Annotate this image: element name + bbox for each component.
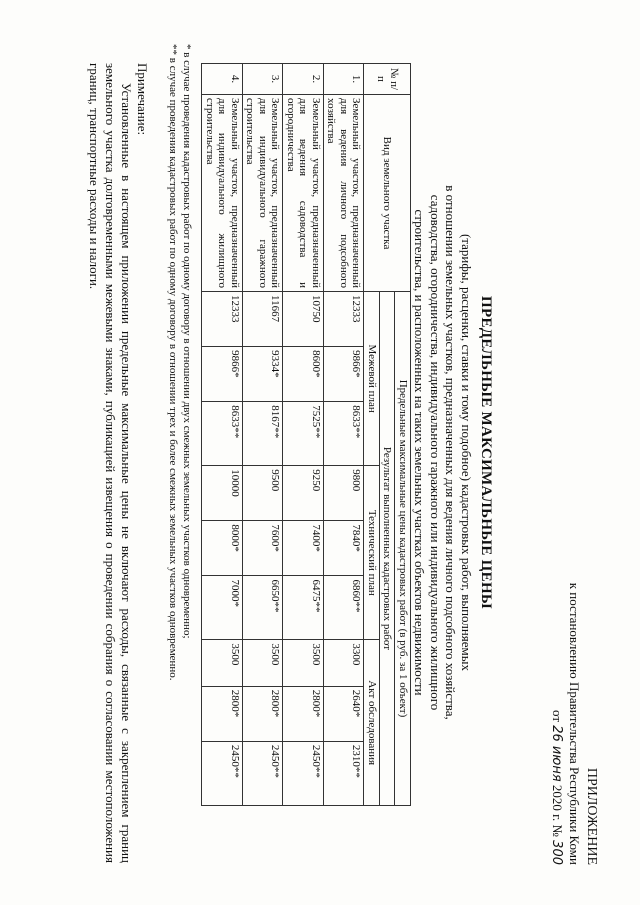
remark-heading: Примечание:: [135, 63, 150, 136]
price-cell: 2310**: [324, 741, 365, 805]
price-cell: 9250: [283, 466, 324, 521]
row-land-kind: Земельный участок, предназначенный для индивидуального жилищного строительства: [202, 95, 243, 292]
header-inspection-act: Акт обследования: [364, 640, 380, 806]
price-cell: 12333: [202, 292, 243, 347]
subtitle-line: строительства, и расположенных на таких земельных участках объектов недвижимости: [412, 209, 428, 696]
header-land-kind: Вид земельного участка: [364, 95, 411, 292]
subtitle-line: в отношении земельных участков, предназначенных для ведения личного подсобного хозяйства,: [443, 185, 459, 720]
remark-text: Установленные в настоящем приложении предельные максимальные цены не включают расходы, связанные с закреплением границ земельного участка долговременными межевыми знаками, публикацией извещения о проведении собрания о согласовании местоположения границ, транспортные расходы и налоги.: [87, 63, 134, 863]
price-cell: 8600*: [283, 347, 324, 402]
handwritten-number: 300: [549, 840, 564, 865]
annex-title: ПРИЛОЖЕНИЕ: [584, 767, 599, 865]
price-cell: 7400*: [283, 521, 324, 576]
price-cell: 3500: [202, 640, 243, 686]
remark-block: [86, 63, 150, 863]
annex-block: [548, 583, 600, 865]
price-cell: 2450**: [243, 741, 284, 805]
price-cell: 7525**: [283, 402, 324, 466]
price-cell: 7840*: [324, 521, 365, 576]
price-cell: 9800: [324, 466, 365, 521]
row-number: 3.: [243, 64, 284, 95]
price-cell: 10750: [283, 292, 324, 347]
footnote-double-star: ** в случае проведения кадастровых работ по одному договору в отношении трех и более смежных земельных участков одновременно.: [167, 44, 179, 681]
price-cell: 7600*: [243, 521, 284, 576]
price-cell: 9866*: [202, 347, 243, 402]
header-number: № п/п: [364, 64, 411, 95]
subtitle-line: (тарифы, расценки, ставки и тому подобное) кадастровых работ, выполняемых: [459, 233, 474, 672]
row-number: 2.: [283, 64, 324, 95]
header-technical-plan: Технический план: [364, 466, 380, 640]
price-cell: 2450**: [202, 741, 243, 805]
price-cell: 9334*: [243, 347, 284, 402]
table-row: [243, 64, 284, 806]
price-cell: 6860**: [324, 576, 365, 640]
price-cell: 2800*: [202, 686, 243, 741]
price-cell: 11667: [243, 292, 284, 347]
price-cell: 3500: [283, 640, 324, 686]
row-land-kind: Земельный участок, предназначенный для ведения садоводства и огородничества: [283, 95, 324, 292]
price-cell: 9866*: [324, 347, 365, 402]
footnote-single-star: * в случае проведения кадастровых работ по одному договору в отношении двух смежных земельных участков одновременно;: [181, 44, 193, 639]
document-title: ПРЕДЕЛЬНЫЕ МАКСИМАЛЬНЫЕ ЦЕНЫ: [478, 296, 494, 609]
price-cell: 6475**: [283, 576, 324, 640]
price-cell: 2800*: [283, 686, 324, 741]
price-table: [202, 63, 412, 806]
price-cell: 10000: [202, 466, 243, 521]
annex-date-line: [548, 583, 566, 865]
price-cell: 8633**: [324, 402, 365, 466]
footnotes: [166, 44, 194, 681]
price-cell: 3300: [324, 640, 365, 686]
table-row: [283, 64, 324, 806]
row-number: 4.: [202, 64, 243, 95]
price-cell: 7000*: [202, 576, 243, 640]
price-cell: 12333: [324, 292, 365, 347]
row-land-kind: Земельный участок, предназначенный для ведения личного подсобного хозяйства: [324, 95, 365, 292]
header-boundary-plan: Межевой план: [364, 292, 380, 466]
price-cell: 9500: [243, 466, 284, 521]
price-cell: 8633**: [202, 402, 243, 466]
price-cell: 2800*: [243, 686, 284, 741]
price-cell: 3500: [243, 640, 284, 686]
price-cell: 2640*: [324, 686, 365, 741]
document-subtitle: [412, 0, 474, 905]
header-max-prices: Предельные максимальные цены кадастровых работ (в руб. за 1 объект): [395, 292, 411, 806]
price-cell: 8167**: [243, 402, 284, 466]
table-row: [202, 64, 243, 806]
annex-resolution-line: к постановлению Правительства Республики Коми: [567, 582, 582, 865]
subtitle-line: садоводства, огородничества, индивидуального гаражного или индивидуального жилищного: [428, 194, 443, 711]
date-prefix: от: [550, 709, 565, 722]
handwritten-date: 26 июня: [549, 725, 564, 782]
date-suffix: 2020 г. №: [550, 784, 565, 837]
price-cell: 2450**: [283, 741, 324, 805]
row-number: 1.: [324, 64, 365, 95]
header-result: Результат выполненных кадастровых работ: [380, 292, 396, 806]
table-row: [324, 64, 365, 806]
row-land-kind: Земельный участок, предназначенный для индивидуального гаражного строительства: [243, 95, 284, 292]
price-cell: 6650**: [243, 576, 284, 640]
price-cell: 8000*: [202, 521, 243, 576]
